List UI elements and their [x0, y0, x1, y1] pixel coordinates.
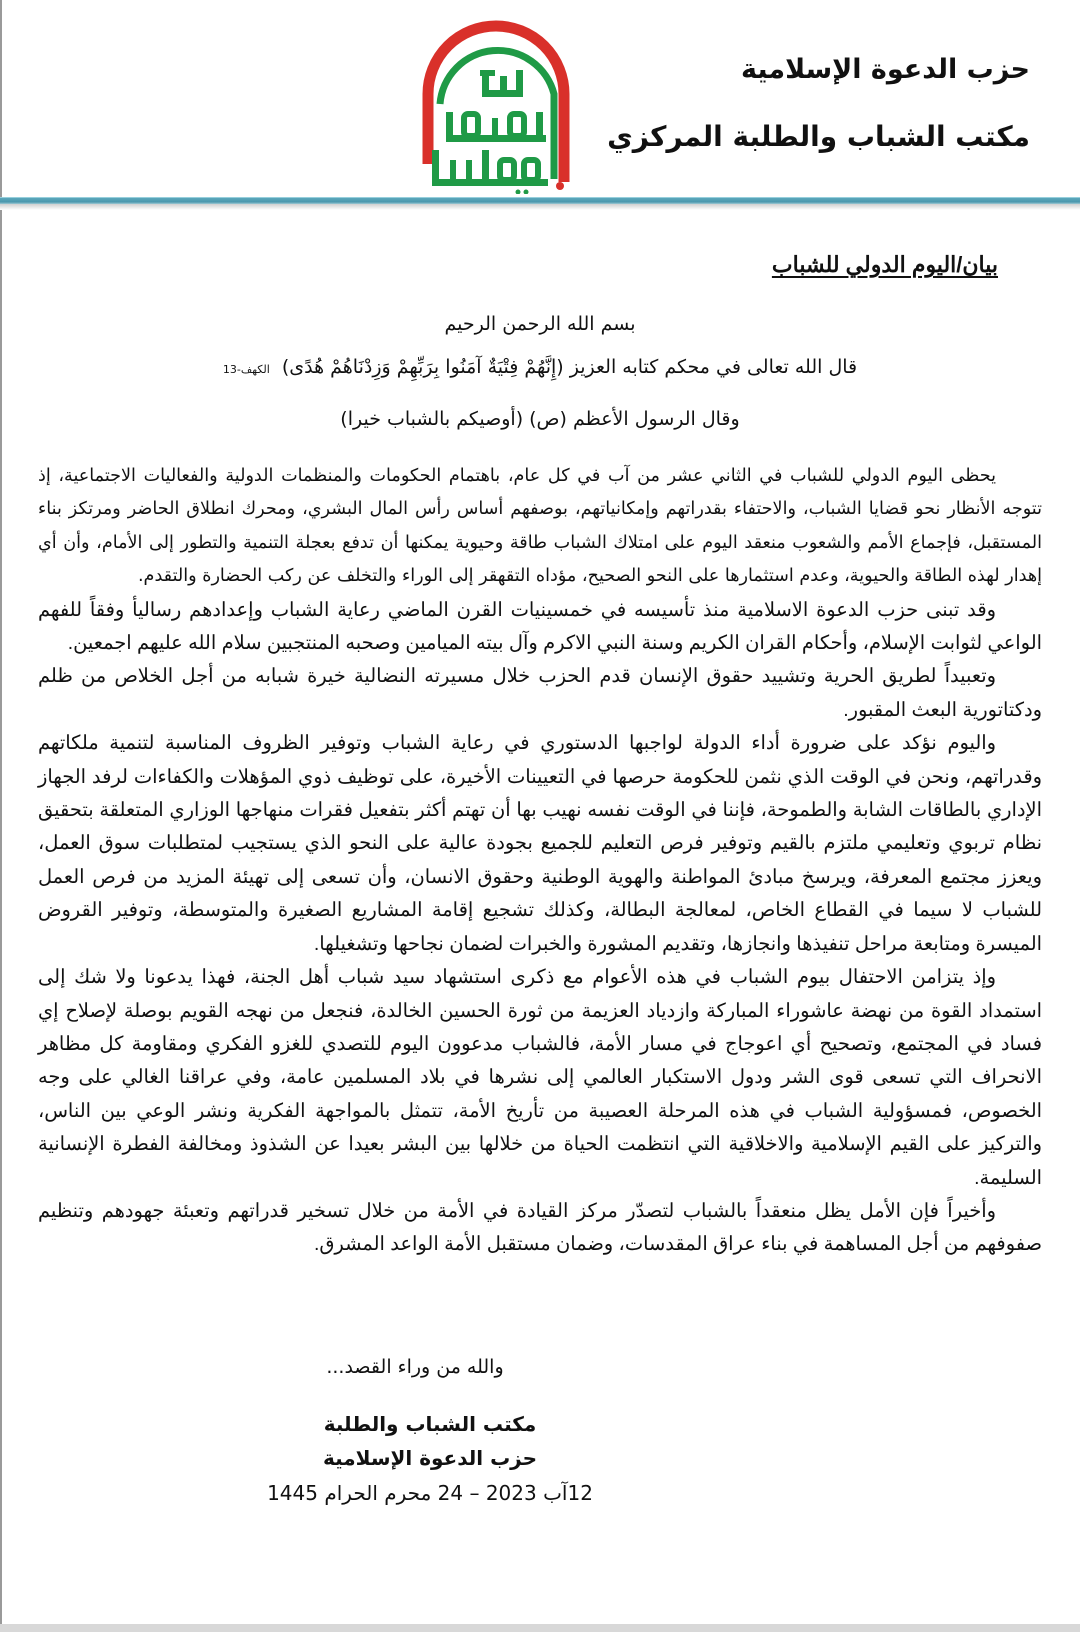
- paragraph: وتعبيداً لطريق الحرية وتشييد حقوق الإنسان قدم الحزب خلال مسيرته النضالية خيرة شبابه من أجل الخلاص من ظلم ودكتاتورية البعث المقبور.: [38, 665, 1042, 721]
- paragraph: واليوم نؤكد على ضرورة أداء الدولة لواجبها الدستوري في رعاية الشباب وتوفير الظروف المناسبة لتنمية ملكاتهم وقدراتهم، ونحن في الوقت الذي نثمن للحكومة حرصها في التعيينات الأخيرة، على توظيف ذوي المؤهلات والكفاءات لرفد الجهاز الإداري بالطاقات الشابة والطموحة، فإننا في الوقت نفسه نهيب بها أن تهتم أكثر بتفعيل فقرات منهاجها الوزاري المتعلقة بتحقيق نظام تربوي وتعليمي ملتزم بالقيم وتوفير فرص التعليم للجميع بجودة عالية على النحو الذي يستجيب لمتطلبات سوق العمل، ويعزز مجتمع المعرفة، ويرسخ مبادئ المواطنة والهوية الوطنية وحقوق الانسان، وأن تسعى إلى تهيئة المزيد من فرص العمل للشباب لا سيما في القطاع الخاص، لمعالجة البطالة، وكذلك تشجيع إقامة المشاريع الصغيرة والمتوسطة، وتوفير القروض الميسرة ومتابعة مراحل تنفيذها وانجازها، وتقديم المشورة والخبرات لضمان نجاحها وتشغيلها.: [38, 732, 1042, 955]
- header-divider: [0, 197, 1080, 204]
- header-divider-shadow: [0, 204, 1080, 210]
- quran-verse: [0, 356, 1080, 378]
- page-bottom-border: [0, 1624, 1080, 1632]
- party-logo-icon: [420, 14, 580, 194]
- quran-verse-text: قال الله تعالى في محكم كتابه العزيز (إِنَّهُمْ فِتْيَةٌ آمَنُوا بِرَبِّهِمْ وَزِدْنَاهُمْ هُدًى): [281, 356, 858, 378]
- organization-name: حزب الدعوة الإسلامية: [740, 54, 1030, 85]
- quran-reference: الكهف-13: [222, 363, 270, 376]
- paragraph: وإذ يتزامن الاحتفال بيوم الشباب في هذه الأعوام مع ذكرى استشهاد سيد شباب أهل الجنة، فهذا يدعونا ولا شك إلى استمداد القوة من نهضة عاشوراء المباركة وازدياد العزيمة من ثورة الحسين الخالدة، فنجعل من نهجه القويم بوصلة لإصلاح إي فساد في المجتمع، وتصحيح أي اعوجاج في مسار الأمة، فالشباب مدعوون اليوم للتصدي للغزو الفكري ومقاومة كل مظاهر الانحراف التي تسعى قوى الشر ودول الاستكبار العالمي إلى نشرها في بلاد المسلمين عامة، وفي عراقنا الغالي على وجه الخصوص، فمسؤولية الشباب في هذه المرحلة العصيبة من تأريخ الأمة، تتمثل بالمواجهة الفكرية ونشر الوعي بين الناس، والتركيز على القيم الإسلامية والاخلاقية التي انتظمت الحياة من خلالها بين البشر بعيدا عن الشذوذ ومخالفة الفطرة الإنسانية السليمة.: [38, 966, 1042, 1189]
- paragraph: وقد تبنى حزب الدعوة الاسلامية منذ تأسيسه في خمسينيات القرن الماضي رعاية الشباب وإعدادهم رساليأ وفقاً للفهم الواعي لثوابت الإسلام، وأحكام القران الكريم وسنة النبي الاكرم وآل بيته الميامين وصحبه المنتجبين سلام الله عليهم اجمعين.: [38, 598, 1042, 655]
- statement-title: بيان/اليوم الدولي للشباب: [771, 252, 998, 277]
- office-name: مكتب الشباب والطلبة المركزي: [607, 120, 1030, 153]
- signature-party: حزب الدعوة الإسلامية: [322, 1446, 538, 1470]
- basmala: بسم الله الرحمن الرحيم: [444, 313, 636, 335]
- hadith: وقال الرسول الأعظم (ص) (أوصيكم بالشباب خيرا): [340, 408, 740, 430]
- letterhead: [0, 0, 1080, 205]
- closing-phrase: والله من وراء القصد...: [326, 1356, 504, 1378]
- page-left-border: [0, 0, 2, 1632]
- signature-office: مكتب الشباب والطلبة: [323, 1412, 537, 1436]
- paragraph: يحظى اليوم الدولي للشباب في الثاني عشر من آب في كل عام، باهتمام الحكومات والمنظمات الدولية والفعاليات الاجتماعية، إذ تتوجه الأنظار نحو قضايا الشباب، والاحتفاء بقدراتهم وإمكانياتهم، بوصفهم أساس رأس المال البشري، ومحرك انطلاق الحاضر ومرتكز بناء المستقبل، فإجماع الأمم والشعوب منعقد اليوم على امتلاك الشباب طاقة وحيوية يمكنها أن تدفع بعجلة التنمية والتطور إلى الأمام، وأن أي إهدار لهذه الطاقة والحيوية، وعدم استثمارها على النحو الصحيح، مؤداه التقهقر إلى الوراء والتخلف عن ركب الحضارة والتقدم.: [38, 466, 1042, 587]
- paragraph: وأخيراً فإن الأمل يظل منعقداً بالشباب لتصدّر مركز القيادة في الأمة من خلال تسخير قدراتهم وتعبئة جهودهم وتنظيم صفوفهم من أجل المساهمة في بناء عراق المقدسات، وضمان مستقبل الأمة الواعد المشرق.: [38, 1199, 1042, 1256]
- statement-paragraphs: [38, 460, 1042, 1262]
- signature-date: 12آب 2023 – 24 محرم الحرام 1445: [267, 1481, 593, 1505]
